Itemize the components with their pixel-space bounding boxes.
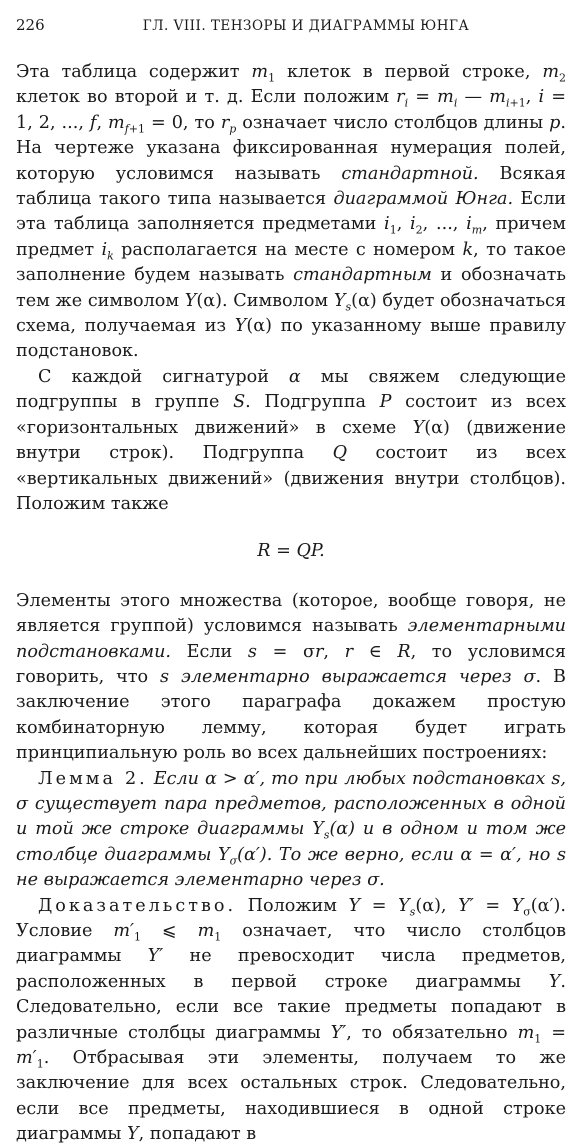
formula-r-qp: R = QP. <box>257 541 325 562</box>
body-text <box>16 60 566 1148</box>
paragraph-3: Элементы этого множества (которое, вообще говоря, не является группой) условимся называть элементарными подстановками. Если s = σr, r ∈ R, то условимся говорить, что s элементарно выражается через σ. В заключение этого параграфа докажем простую комбинаторную лемму, которая будет играть принципиальную роль во всех дальнейших построениях: <box>16 590 567 764</box>
proof-label: Доказательство. <box>38 895 237 916</box>
paragraph-1: Эта таблица содержит $m_1$ клеток в первой строке, $m_2$ клеток во второй и т. д. Если положим $r_i = m_i$ — $m_{i+1}$, i = 1, 2, ..., f, $m_{f+1} = 0$, то $r_p$ означает число столбцов длины p. На чертеже указана фиксированная нумерация полей, которую условимся называть стандартной. Всякая таблица такого типа называется диаграммой Юнга. Если эта таблица заполняется предметами $i_1$, $i_2$, ..., $i_m$, причем предмет $i_k$ располагается на месте с номером k, то такое заполнение будем называть стандартным и обозначать тем же символом Y(α). Символом $Y_s(\alpha)$ будет обозначаться схема, получаемая из Y(α) по указанному выше правилу подстановок. <box>16 62 567 362</box>
proof: Доказательство. Положим $Y = Y_s(\alpha)$, $Y' = Y_\sigma(\alpha')$. Условие $m'_1$ ⩽ $m_1$ означает, что число столбцов диаграммы Y′ не превосходит числа предметов, расположенных в первой строке диаграммы Y. Следовательно, если все такие предметы попадают в различные столбцы диаграммы Y′, то обязательно $m_1 = m'_1$. Отбрасывая эти элементы, получаем то же заключение для всех остальных строк. Следовательно, если все предметы, находившиеся в одной строке диаграммы Y, попадают в <box>16 895 567 1145</box>
page-number: 226 <box>16 16 45 34</box>
lemma-2: Лемма 2. Если α > α′, то при любых подстановках s, σ существует пара предметов, расположенных в одной и той же строке диаграммы $Y_s(\alpha)$ и в одном и том же столбце диаграммы $Y_\sigma(\alpha')$. То же верно, если α = α′, но s не выражается элементарно через σ. <box>16 768 567 891</box>
lemma-label: Лемма 2. <box>38 768 148 789</box>
running-header <box>16 16 566 42</box>
paragraph-2: С каждой сигнатурой α мы свяжем следующие подгруппы в группе S. Подгруппа P состоит из всех «горизонтальных движений» в схеме Y(α) (движение внутри строк). Подгруппа Q состоит из всех «вертикальных движений» (движения внутри столбцов). Положим также <box>16 366 567 514</box>
running-title: ГЛ. VIII. ТЕНЗОРЫ И ДИАГРАММЫ ЮНГА <box>142 18 470 34</box>
